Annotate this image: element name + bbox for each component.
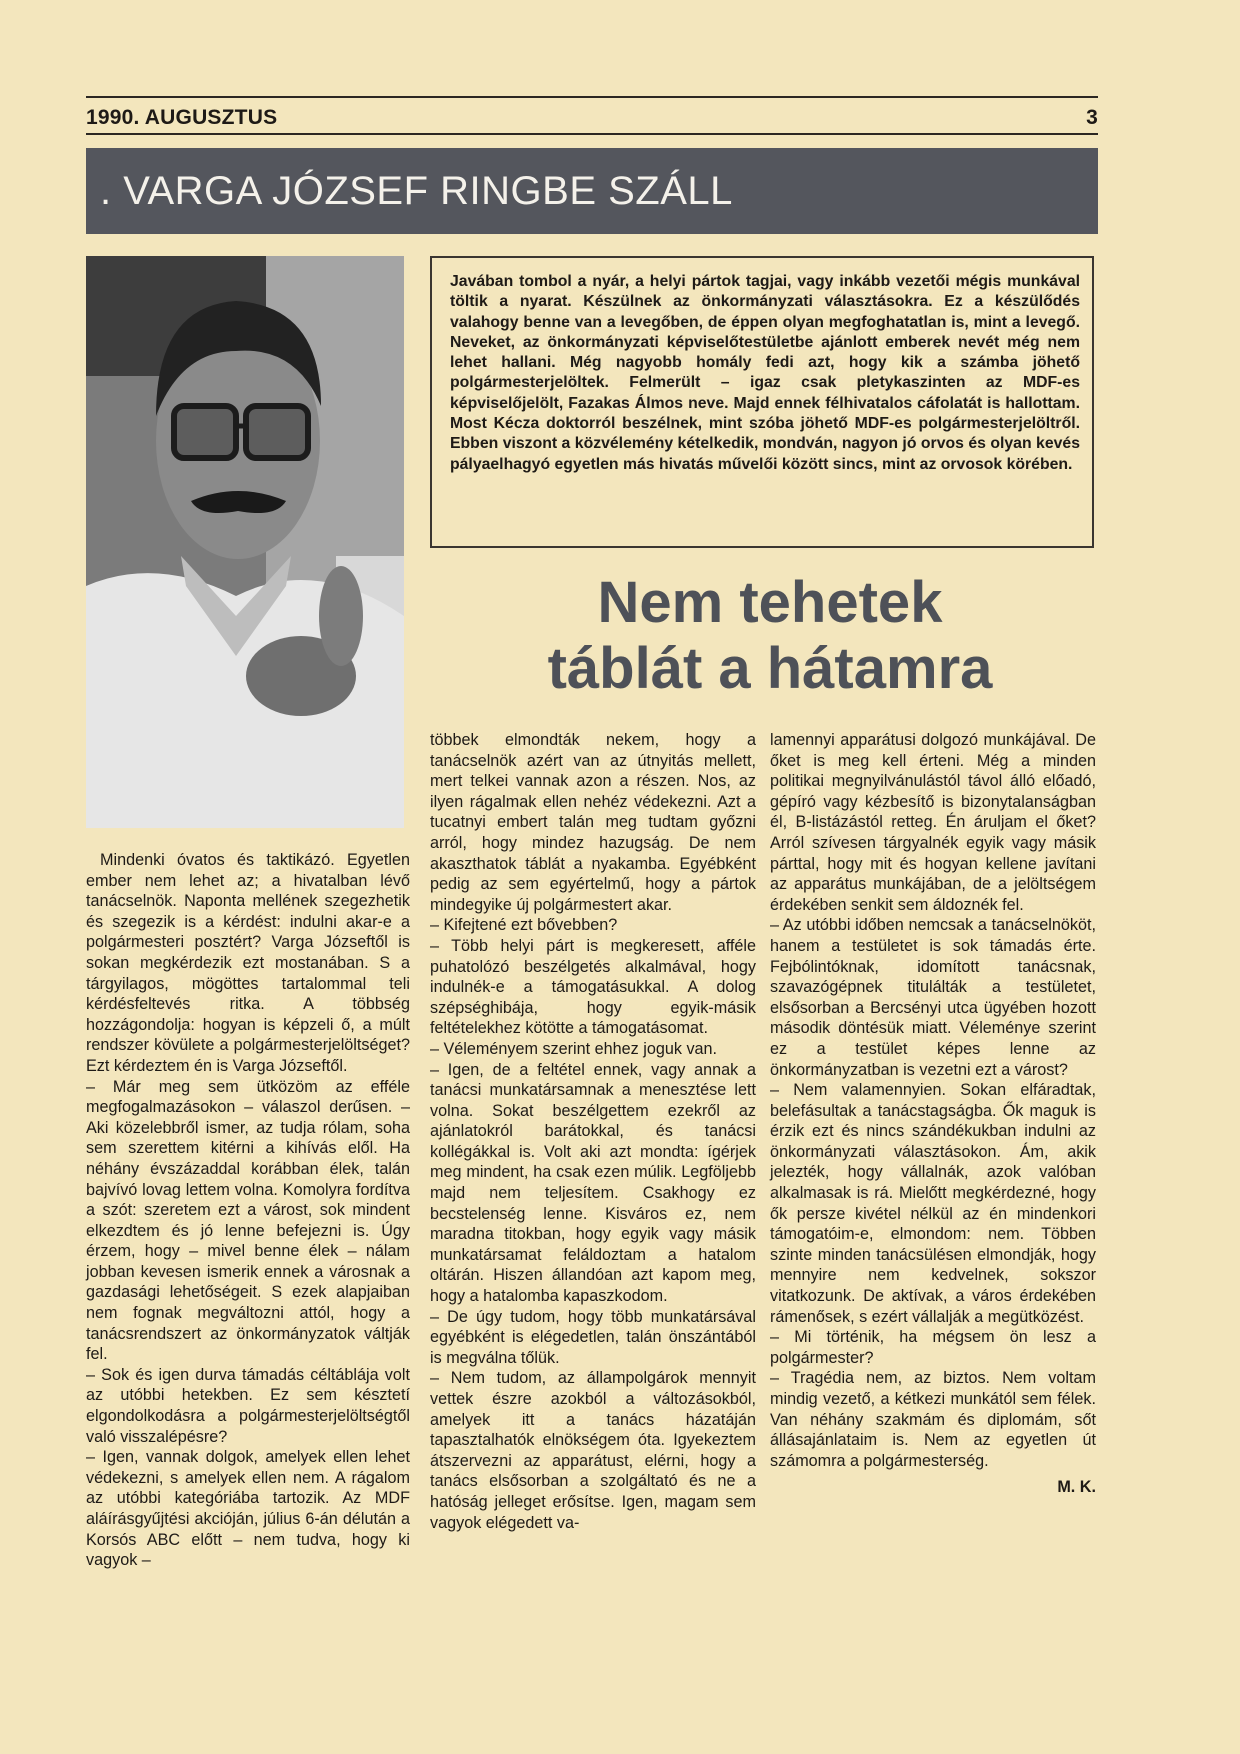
paragraph: – Igen, de a feltétel ennek, vagy annak a tanácsi munkatársamnak a menesztése lett volna. Sokat beszélgettem ezekről az ajánlatokról barátokkal, és tanácsi kollégákkal is. Volt aki azt mondta: ígérjek meg mindent, ha csak ezen múlik. Legföljebb majd nem teljesítem. Csakhogy ez becstelenség lenne. Kisváros ez, nem maradna titokban, hogy egyik vagy másik munkatársamat feláldoztam a hatalom oltárán. Hiszen állandóan azt kapom meg, hogy a hatalomba kapaszkodom. [430,1060,756,1306]
lead-box [430,256,1094,548]
paragraph: – Sok és igen durva támadás céltáblája volt az utóbbi hetekben. Ez sem késztetí elgondolkodásra a polgármesterjelöltségtől való visszalépésre? [86,1365,410,1446]
article-headline [480,570,1060,702]
lead-text: Javában tombol a nyár, a helyi pártok tagjai, vagy inkább vezetői mégis munkával töltik a nyarat. Készülnek az önkormányzati választásokra. Ez a készülődés valahogy benne van a levegőben, de éppen olyan megfoghatatlan is, mint a levegő. Neveket, az önkormányzati képviselőtestületbe ajánlott emberek nevét még nem lehet hallani. Még nagyobb homály fedi azt, hogy kik a számba jöhető polgármesterjelöltek. Felmerült – igaz csak pletykaszinten az MDF-es képviselőjelölt, Fazakas Álmos neve. Majd ennek félhivatalos cáfolatát is hallottam. Most Kécza doktorról beszélnek, mint szóba jöhető MDF-es polgármesterjelöltről. Ebben viszont a közvélemény kételkedik, mondván, nagyon jó orvos és olyan kevés pályaelhagyó egyetlen más hivatás művelői között sincs, mint az orvosok körében. [450,273,1080,473]
portrait-photo [86,256,404,828]
top-rule [86,96,1098,98]
article-column-1 [86,850,410,1571]
section-banner [86,148,1098,234]
paragraph: – Kifejtené ezt bővebben? [430,916,618,935]
paragraph: – Az utóbbi időben nemcsak a tanácselnököt, hanem a testületet is sok támadás érte. Fejbólintóknak, idomított tanácsnak, szavazógépnek titulálták a testületet, elsősorban a Bercsényi utca ügyében hozott második döntésük miatt. Véleménye szerint ez a testület képes lenne az önkormányzatban is vezetni ezt a várost? [770,916,1096,1079]
page-number: 3 [1086,106,1098,129]
paragraph: – Igen, vannak dolgok, amelyek ellen lehet védekezni, s amelyek ellen nem. A rágalom az utóbbi kategóriába tartozik. Az MDF aláírásgyűjtési akcióján, július 6-án délután a Korsós ABC előtt – nem tudva, hogy ki vagyok – [86,1448,410,1570]
masthead [86,100,1098,130]
header-rule [86,133,1098,135]
paragraph: – De úgy tudom, hogy több munkatársával egyébként is elégedetlen, talán önszántából is megválna tőlük. [430,1307,756,1367]
banner-title: . VARGA JÓZSEF RINGBE SZÁLL [100,168,733,213]
article-column-2 [430,730,756,1533]
paragraph: – Tragédia nem, az biztos. Nem voltam mindig vezető, a kétkezi munkától sem félek. Van néhány szakmám és diplomám, sőt állásajánlataim is. Nem az egyetlen út számomra a polgármesterség. [770,1369,1096,1470]
article-column-3 [770,730,1096,1498]
paragraph: Mindenki óvatos és taktikázó. Egyetlen ember nem lehet az; a hivatalban lévő tanácselnök. Naponta mellének szegezhetik és szegezik is a kérdést: indulni akar-e a polgármesteri posztért? Varga Józseftől is sokan megkérdezik ezt mostanában. S a tárgyilagos, mögöttes tartalommal teli kérdésfeltevés ritka. A többség hozzágondolja: hogyan is képzeli ő, a múlt rendszer kövülete a polgármesterjelöltséget? Ezt kérdeztem én is Varga Józseftől. [86,851,410,1075]
headline-line-2: táblát a hátamra [547,636,993,701]
paragraph: többek elmondták nekem, hogy a tanácselnök azért van az útnyitás mellett, mert telkei vannak azon a részen. Nos, az ilyen rágalmak ellen nehéz védekezni. Azt a tucatnyi embert talán meg tudtam győzni arról, hogy mindez hazugság. De nem akaszthatok táblát a nyakamba. Egyébként pedig az sem egyértelmű, hogy a pártok mindegyike új polgármestert akar. [430,731,756,914]
paragraph: – Mi történik, ha mégsem ön lesz a polgármester? [770,1328,1096,1367]
paragraph: – Több helyi párt is megkeresett, afféle puhatolózó beszélgetés alkalmával, hogy indulnék-e a támogatásukkal. A dolog szépséghibája, hogy egyik-másik feltételekhez kötötte a támogatásomat. [430,936,756,1038]
portrait-photo-icon [86,256,404,828]
paragraph: – Nem tudom, az állampolgárok mennyit vettek észre azokból a változásokból, amelyek itt a tanács házatáján tapasztalhatók elnökségem óta. Igyekeztem átszervezni az apparátust, elérni, hogy a tanács elsősorban a szolgáltató és ne a hatóság jelleget erősítse. Igen, magam sem vagyok elégedett va- [430,1369,756,1532]
paragraph: – Már meg sem ütközöm az efféle megfogalmazásokon – válaszol derűsen. – Aki közelebbről ismer, az tudja rólam, soha sem szerettem kitérni a kihívás elől. Ha néhány évszázaddal korábban élek, talán bajvívó lovag lettem volna. Komolyra fordítva a szót: szeretem ezt a várost, sok mindent elkezdtem és jó lenne befejezni is. Úgy érzem, hogy – mivel benne élek – nálam jobban kevesen ismerik ennek a városnak a gazdasági lehetőségeit. S ezek alapjaiban nem fognak megváltozni attól, hogy a tanácsrendszert az önkormányzatok váltják fel. [86,1077,410,1364]
author-signature: M. K. [1057,1478,1096,1497]
headline-line-1: Nem tehetek [597,570,943,635]
paragraph: lamennyi apparátusi dolgozó munkájával. De őket is meg kell érteni. Még a minden politikai megnyilvánulástól távol álló előadó, gépíró vagy kézbesítő is bizonytalanságban él, B-listázástól retteg. Én áruljam el őket? Arról szívesen tárgyalnék egyik vagy másik párttal, hogy mit és hogyan kellene javítani az apparátus munkájában, de a jelöltségem érdekében senkit sem áldoznék fel. [770,731,1096,914]
paragraph: – Nem valamennyien. Sokan elfáradtak, belefásultak a tanácstagságba. Ők maguk is érzik ezt és nincs szándékukban indulni az önkormányzati választásokon. Ám, akik jelezték, hogy vállalnák, azok valóban alkalmasak is rá. Mielőtt megkérdezné, hogy ők persze kivétel nélkül az én mindenkori támogatóim-e, elmondom: nem. Többen szinte minden tanácsülésen elmondják, hogy mennyire nem kedvelnek, sokszor vitatkozunk. De aktívak, a város érdekében rámenősek, s ezért vállalják a megütközést. [770,1081,1096,1326]
paragraph: – Véleményem szerint ehhez joguk van. [430,1039,718,1058]
issue-date: 1990. AUGUSZTUS [86,106,278,129]
